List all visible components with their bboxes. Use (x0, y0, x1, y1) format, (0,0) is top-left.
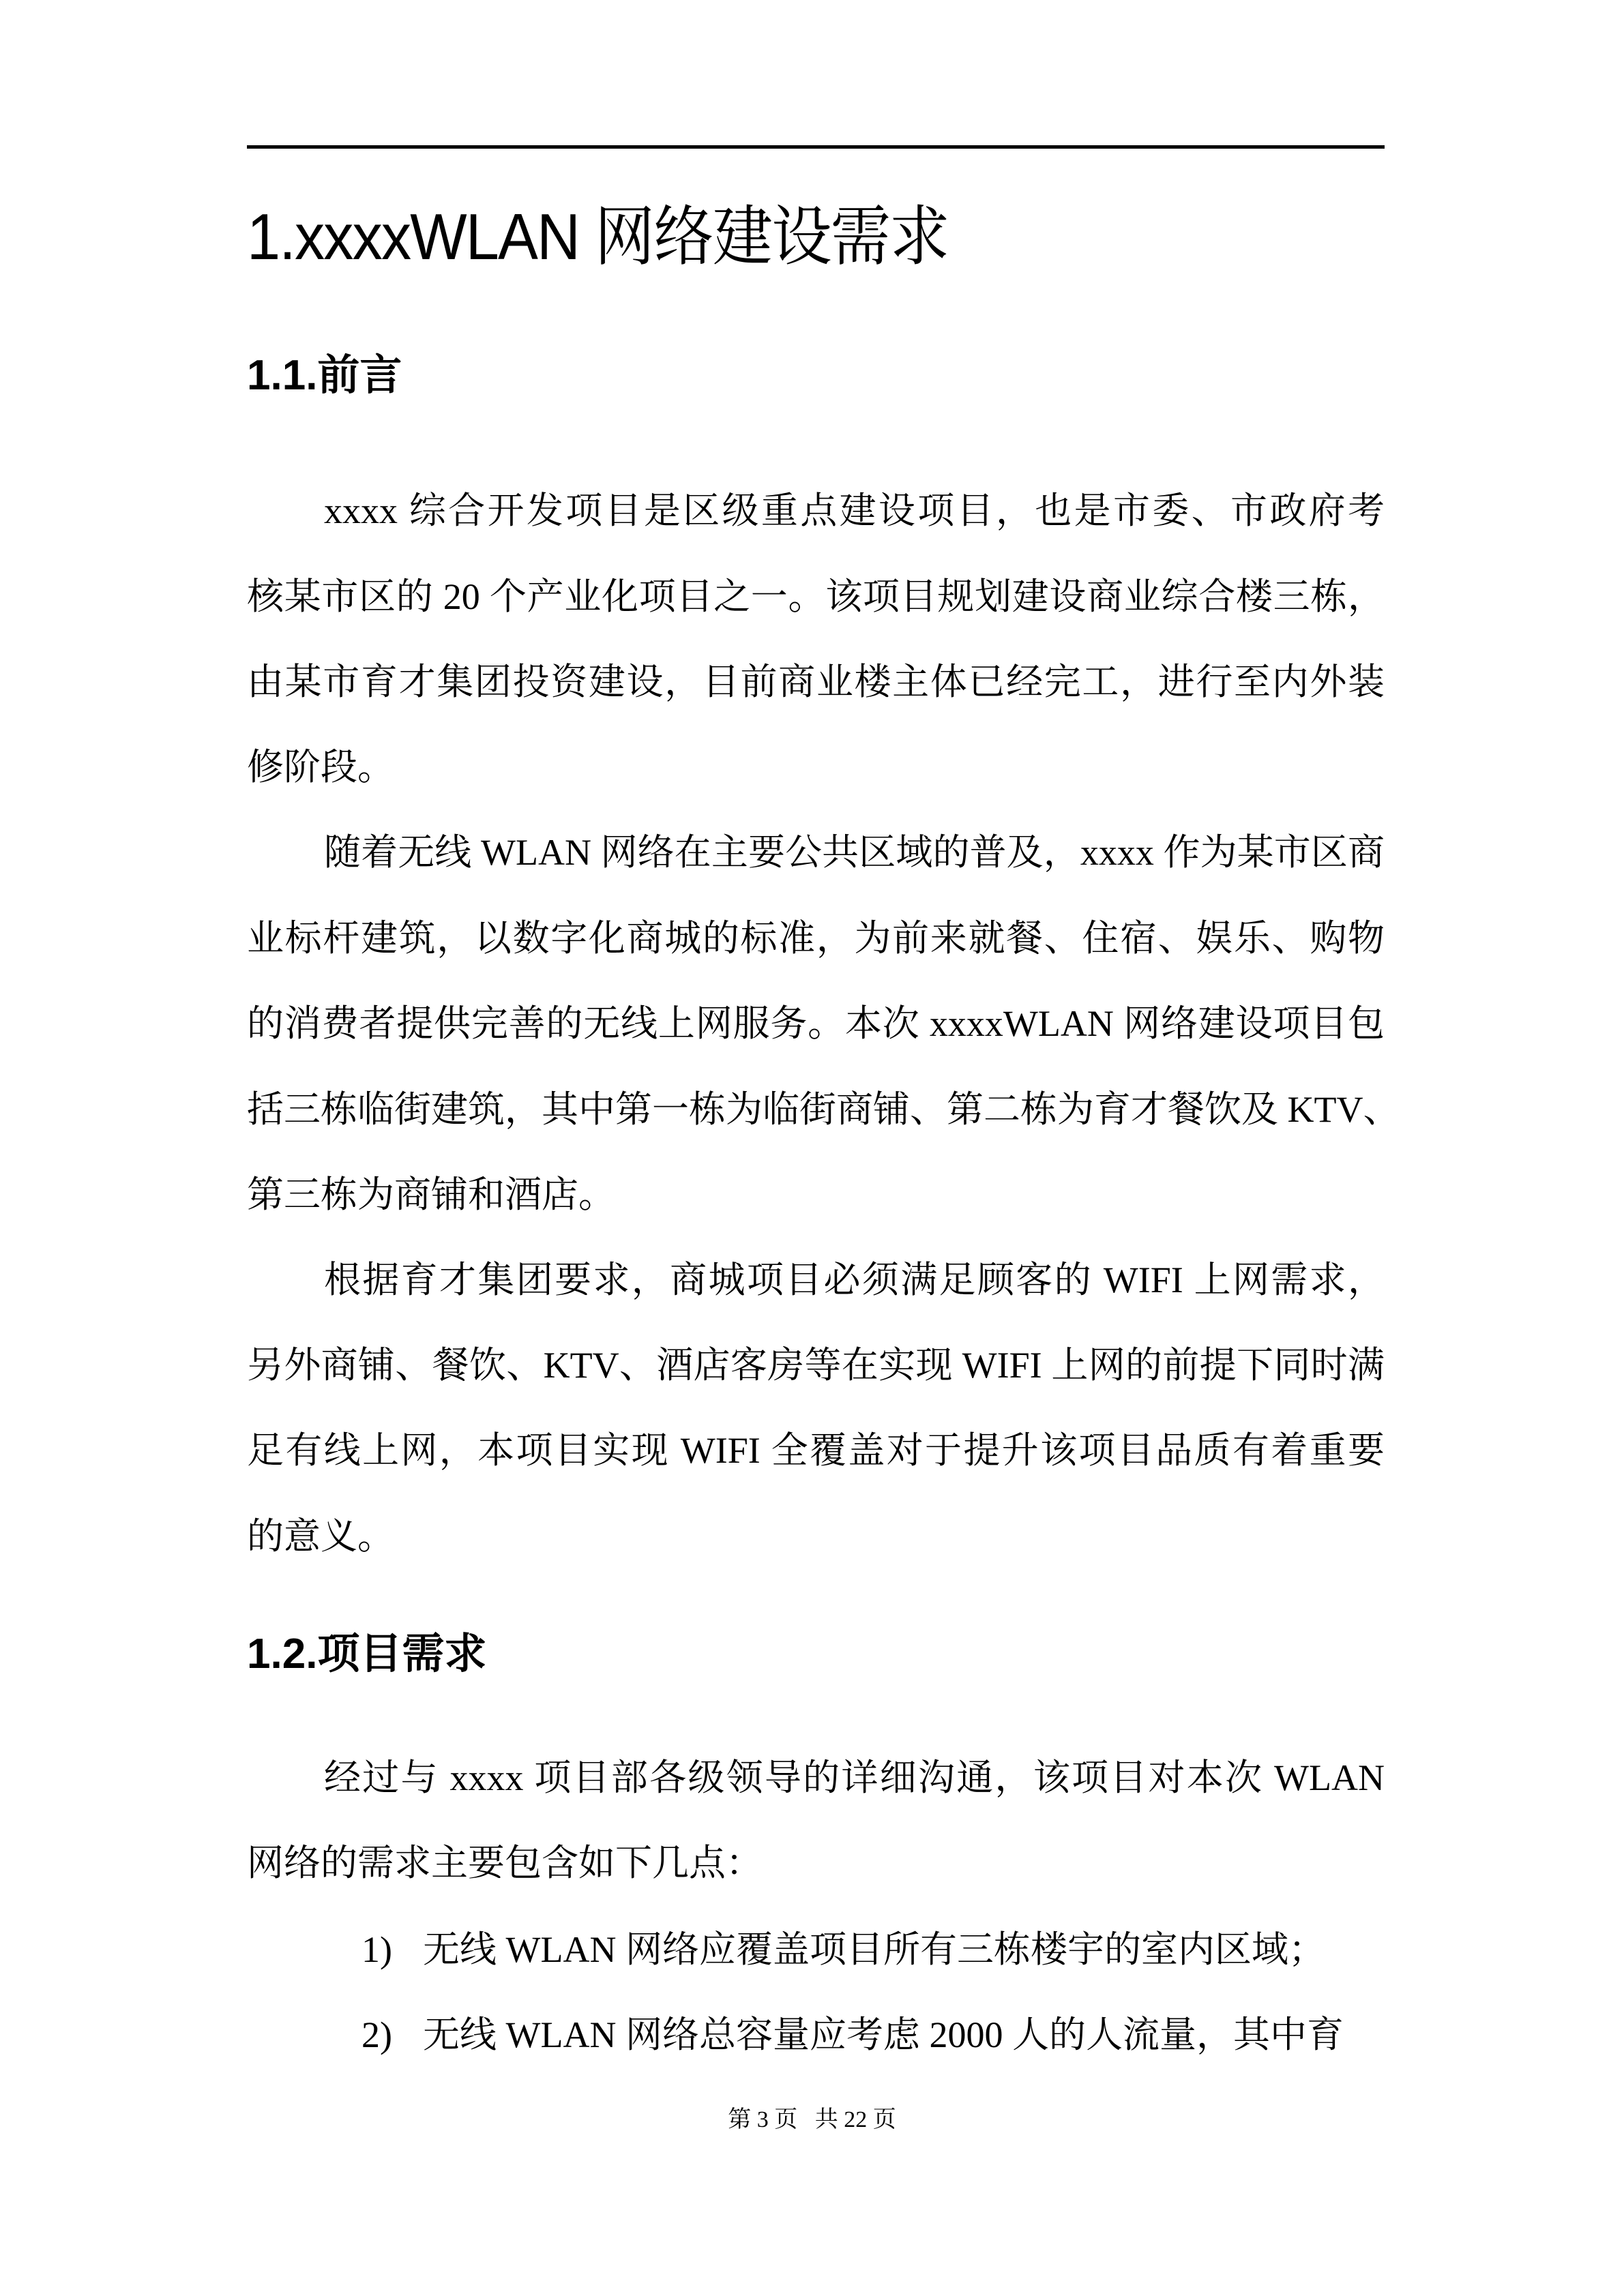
paragraph-line: xxxx 综合开发项目是区级重点建设项目，也是市委、市政府考 (324, 490, 1385, 531)
paragraph-line: 核某市区的 20 个产业化项目之一。该项目规划建设商业综合楼三栋， (247, 576, 1385, 617)
paragraph-line: 随着无线 WLAN 网络在主要公共区域的普及，xxxx 作为某市区商 (324, 832, 1385, 873)
paragraph-line: 根据育才集团要求，商城项目必须满足顾客的 WIFI 上网需求， (324, 1259, 1385, 1300)
paragraph-line: 的消费者提供完善的无线上网服务。本次 xxxxWLAN 网络建设项目包 (247, 1003, 1385, 1044)
paragraph-line: 网络的需求主要包含如下几点： (247, 1843, 763, 1883)
paragraph-line: 另外商铺、餐饮、KTV、酒店客房等在实现 WIFI 上网的前提下同时满 (247, 1345, 1385, 1386)
page-footer: 第 3 页 共 22 页 (728, 2107, 896, 2132)
chapter-title: 1.xxxxWLAN 网络建设需求 (247, 200, 949, 273)
paragraph-line: 括三栋临街建筑，其中第一栋为临街商铺、第二栋为育才餐饮及 KTV、 (247, 1089, 1400, 1130)
paragraph-line: 修阶段。 (247, 747, 394, 788)
list-number: 1) (361, 1929, 392, 1970)
section-heading-preface: 1.1.前言 (247, 352, 402, 399)
paragraph-line: 业标杆建筑，以数字化商城的标准，为前来就餐、住宿、娱乐、购物 (247, 918, 1385, 959)
paragraph-line: 的意义。 (247, 1516, 394, 1557)
paragraph-line: 经过与 xxxx 项目部各级领导的详细沟通，该项目对本次 WLAN (324, 1757, 1385, 1798)
paragraph-line: 第三栋为商铺和酒店。 (247, 1174, 615, 1215)
paragraph-line: 足有线上网，本项目实现 WIFI 全覆盖对于提升该项目品质有着重要 (247, 1430, 1385, 1471)
list-text: 无线 WLAN 网络应覆盖项目所有三栋楼宇的室内区域； (423, 1929, 1325, 1970)
list-item (361, 1931, 1325, 1968)
list-text: 无线 WLAN 网络总容量应考虑 2000 人的人流量，其中育 (423, 2014, 1344, 2055)
list-number: 2) (361, 2014, 392, 2055)
section-heading-requirements: 1.2.项目需求 (247, 1630, 487, 1678)
header-rule (247, 145, 1385, 149)
list-item (361, 2016, 1344, 2053)
paragraph-line: 由某市育才集团投资建设，目前商业楼主体已经完工，进行至内外装 (247, 661, 1385, 702)
